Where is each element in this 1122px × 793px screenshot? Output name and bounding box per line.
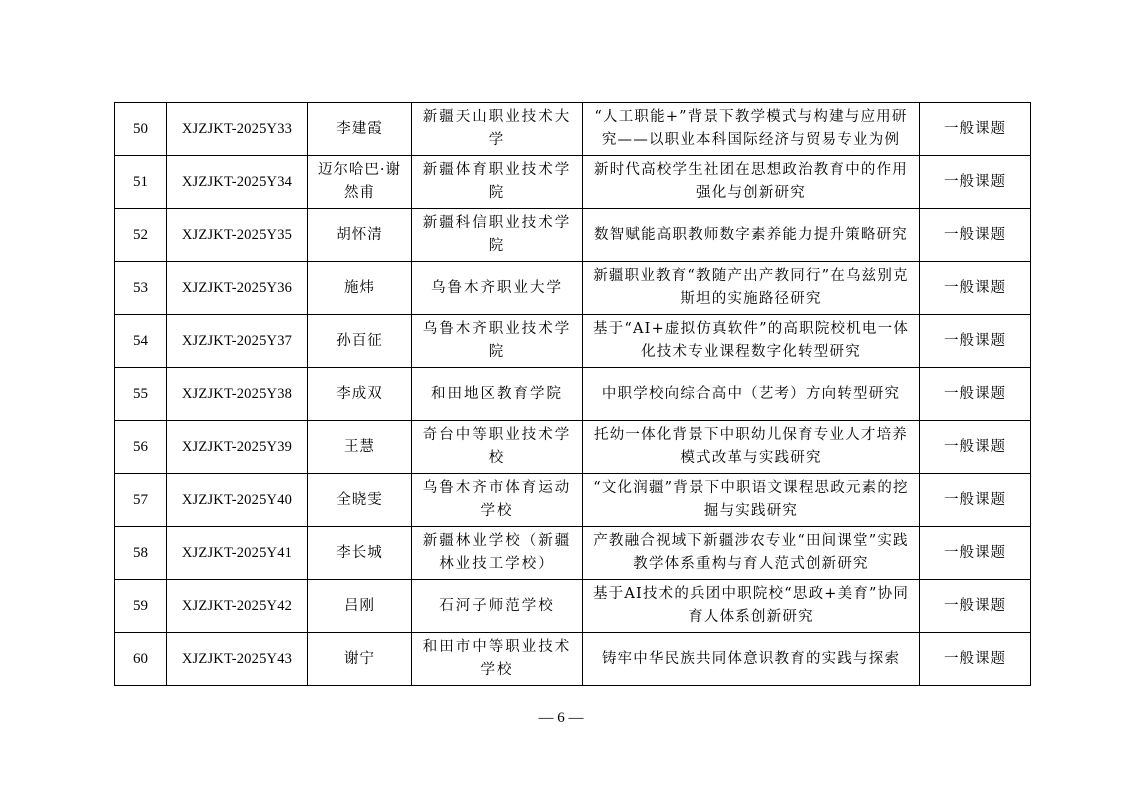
person-name-cell: 李建霞 bbox=[308, 103, 412, 156]
table-row bbox=[115, 527, 1031, 580]
person-name-cell: 胡怀清 bbox=[308, 209, 412, 262]
table-row bbox=[115, 315, 1031, 368]
table-row bbox=[115, 262, 1031, 315]
project-title-cell: 基于AI技术的兵团中职院校“思政+美育”协同育人体系创新研究 bbox=[583, 580, 920, 633]
project-title-cell: 新疆职业教育“教随产出产教同行”在乌兹别克斯坦的实施路径研究 bbox=[583, 262, 920, 315]
project-code-cell: XJZJKT-2025Y33 bbox=[167, 103, 308, 156]
unit-name-cell: 乌鲁木齐职业大学 bbox=[412, 262, 583, 315]
project-title-cell: 数智赋能高职教师数字素养能力提升策略研究 bbox=[583, 209, 920, 262]
project-type-cell: 一般课题 bbox=[920, 474, 1031, 527]
table-row bbox=[115, 103, 1031, 156]
person-name-cell: 李长城 bbox=[308, 527, 412, 580]
project-title-cell: 中职学校向综合高中（艺考）方向转型研究 bbox=[583, 368, 920, 421]
person-name-cell: 王慧 bbox=[308, 421, 412, 474]
row-number-cell: 59 bbox=[115, 580, 167, 633]
project-title-cell: “人工职能+”背景下教学模式与构建与应用研究——以职业本科国际经济与贸易专业为例 bbox=[583, 103, 920, 156]
unit-name-cell: 乌鲁木齐市体育运动学校 bbox=[412, 474, 583, 527]
unit-name-cell: 新疆天山职业技术大学 bbox=[412, 103, 583, 156]
project-title-cell: 产教融合视域下新疆涉农专业“田间课堂”实践教学体系重构与育人范式创新研究 bbox=[583, 527, 920, 580]
project-code-cell: XJZJKT-2025Y41 bbox=[167, 527, 308, 580]
person-name-cell: 全晓雯 bbox=[308, 474, 412, 527]
projects-table-body bbox=[115, 103, 1031, 686]
row-number-cell: 60 bbox=[115, 633, 167, 686]
project-code-cell: XJZJKT-2025Y39 bbox=[167, 421, 308, 474]
project-code-cell: XJZJKT-2025Y37 bbox=[167, 315, 308, 368]
project-type-cell: 一般课题 bbox=[920, 209, 1031, 262]
project-type-cell: 一般课题 bbox=[920, 633, 1031, 686]
project-code-cell: XJZJKT-2025Y34 bbox=[167, 156, 308, 209]
unit-name-cell: 奇台中等职业技术学校 bbox=[412, 421, 583, 474]
table-row bbox=[115, 633, 1031, 686]
unit-name-cell: 新疆体育职业技术学院 bbox=[412, 156, 583, 209]
page-number: — 6 — bbox=[538, 710, 584, 726]
project-type-cell: 一般课题 bbox=[920, 262, 1031, 315]
row-number-cell: 56 bbox=[115, 421, 167, 474]
project-type-cell: 一般课题 bbox=[920, 580, 1031, 633]
table-row bbox=[115, 209, 1031, 262]
table-row bbox=[115, 156, 1031, 209]
person-name-cell: 施炜 bbox=[308, 262, 412, 315]
person-name-cell: 迈尔哈巴·谢然甫 bbox=[308, 156, 412, 209]
project-code-cell: XJZJKT-2025Y40 bbox=[167, 474, 308, 527]
project-title-cell: 新时代高校学生社团在思想政治教育中的作用强化与创新研究 bbox=[583, 156, 920, 209]
project-type-cell: 一般课题 bbox=[920, 103, 1031, 156]
table-row bbox=[115, 474, 1031, 527]
table-row bbox=[115, 368, 1031, 421]
row-number-cell: 51 bbox=[115, 156, 167, 209]
project-title-cell: 基于“AI+虚拟仿真软件”的高职院校机电一体化技术专业课程数字化转型研究 bbox=[583, 315, 920, 368]
row-number-cell: 54 bbox=[115, 315, 167, 368]
unit-name-cell: 新疆林业学校（新疆林业技工学校） bbox=[412, 527, 583, 580]
project-code-cell: XJZJKT-2025Y38 bbox=[167, 368, 308, 421]
row-number-cell: 53 bbox=[115, 262, 167, 315]
person-name-cell: 李成双 bbox=[308, 368, 412, 421]
project-code-cell: XJZJKT-2025Y36 bbox=[167, 262, 308, 315]
project-code-cell: XJZJKT-2025Y43 bbox=[167, 633, 308, 686]
project-title-cell: “文化润疆”背景下中职语文课程思政元素的挖掘与实践研究 bbox=[583, 474, 920, 527]
unit-name-cell: 乌鲁木齐职业技术学院 bbox=[412, 315, 583, 368]
project-type-cell: 一般课题 bbox=[920, 368, 1031, 421]
row-number-cell: 55 bbox=[115, 368, 167, 421]
unit-name-cell: 新疆科信职业技术学院 bbox=[412, 209, 583, 262]
unit-name-cell: 和田地区教育学院 bbox=[412, 368, 583, 421]
row-number-cell: 52 bbox=[115, 209, 167, 262]
project-title-cell: 托幼一体化背景下中职幼儿保育专业人才培养模式改革与实践研究 bbox=[583, 421, 920, 474]
unit-name-cell: 石河子师范学校 bbox=[412, 580, 583, 633]
unit-name-cell: 和田市中等职业技术学校 bbox=[412, 633, 583, 686]
row-number-cell: 50 bbox=[115, 103, 167, 156]
table-row bbox=[115, 580, 1031, 633]
project-type-cell: 一般课题 bbox=[920, 421, 1031, 474]
person-name-cell: 吕刚 bbox=[308, 580, 412, 633]
project-title-cell: 铸牢中华民族共同体意识教育的实践与探索 bbox=[583, 633, 920, 686]
project-code-cell: XJZJKT-2025Y42 bbox=[167, 580, 308, 633]
project-type-cell: 一般课题 bbox=[920, 315, 1031, 368]
person-name-cell: 孙百征 bbox=[308, 315, 412, 368]
row-number-cell: 58 bbox=[115, 527, 167, 580]
project-type-cell: 一般课题 bbox=[920, 527, 1031, 580]
person-name-cell: 谢宁 bbox=[308, 633, 412, 686]
table-row bbox=[115, 421, 1031, 474]
projects-table bbox=[114, 102, 1031, 686]
project-code-cell: XJZJKT-2025Y35 bbox=[167, 209, 308, 262]
project-type-cell: 一般课题 bbox=[920, 156, 1031, 209]
row-number-cell: 57 bbox=[115, 474, 167, 527]
